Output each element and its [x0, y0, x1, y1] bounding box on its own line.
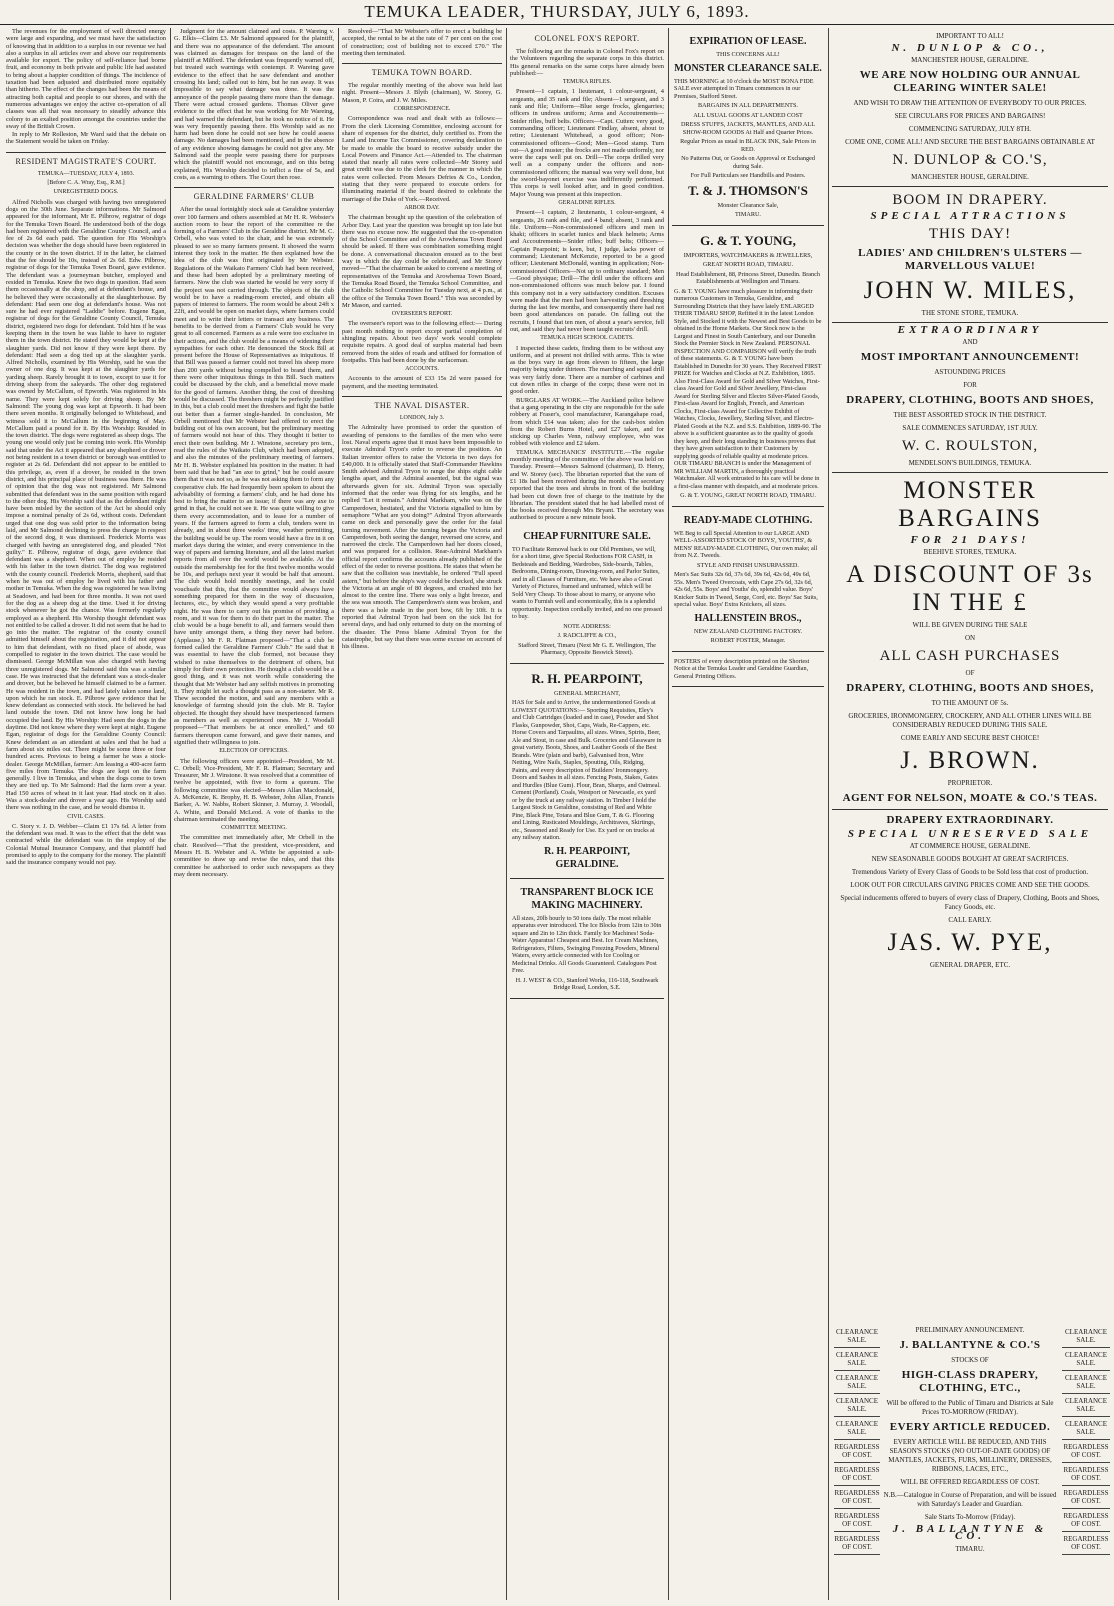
ad-posters — [672, 652, 824, 688]
given: WILL BE GIVEN DURING THE SALE — [912, 621, 1028, 630]
for-21-days: FOR 21 DAYS! — [910, 533, 1030, 546]
ad-style: STYLE AND FINISH UNSURPASSED. — [697, 561, 799, 569]
sale-commences: SALE COMMENCES SATURDAY, 1ST JULY. — [902, 423, 1038, 432]
offered: Will be offered to the Public of Timaru and Districts at Sale Prices TO-MORROW (FRIDAY). — [886, 1399, 1054, 1416]
ballantyne-name: J. BALLANTYNE & CO.'S — [899, 1339, 1041, 1351]
ad-furniture — [510, 523, 664, 664]
subheading: ARBOR DAY. — [404, 204, 440, 211]
column-5-ads — [672, 28, 824, 1600]
ad-patterns: No Patterns Out, or Goods on Approval or Exchanged during Sale. — [681, 155, 815, 170]
subheading: ELECTION OF OFFICERS. — [219, 748, 289, 755]
dateline: LONDON, July 3. — [399, 415, 445, 422]
dateline: TEMUKA—TUESDAY, JULY 4, 1893. — [37, 170, 135, 177]
new-goods: NEW SEASONABLE GOODS BOUGHT AT GREAT SACRIFICES. — [871, 855, 1069, 864]
column-rule — [668, 28, 669, 1600]
ladies-ulsters: LADIES' AND CHILDREN'S ULSTERS — MARVELLOUS VALUE! — [858, 246, 1082, 272]
ballantyne-footer: J. BALLANTYNE & CO. — [892, 1523, 1048, 1543]
masthead — [0, 0, 1114, 25]
of: OF — [965, 669, 975, 678]
ad-thomson-clearance — [672, 28, 824, 226]
this-day: THIS DAY! — [928, 225, 1012, 242]
dunlop-big: N. DUNLOP & CO.'S, — [892, 152, 1048, 169]
paragraph: TEMUKA MECHANICS' INSTITUTE.—The regular monthly meeting of the committee of the above was held on Tuesday. Present—Messrs Salmond (chairman), D. Henry, and W. Storey (sec). The librarian reported that the sum of £1 18s had been received during the month. The secretary reported that the trees and shrubs in front of the building had been cut down free of charge to the institute by the librarian. The president stated that he had labelled most of the books received through Mrs Bryant. The secretary was authorised to procure a new minute book. — [510, 448, 664, 522]
proprietor: PROPRIETOR. — [947, 779, 993, 788]
come: COME ONE, COME ALL! AND SECURE THE BEST BARGAINS OBTAINABLE AT — [845, 138, 1095, 147]
subheading: CIVIL CASES. — [67, 813, 105, 820]
ad-full: For Full Particulars see Handbills and Posters. — [690, 172, 806, 179]
side-label: CLEARANCE SALE. — [834, 1417, 880, 1440]
paragraph: Judgment for the amount claimed and costs. P. Wareing v. G. Elkis—Claim £3. Mr Salmond appeared for the plaintiff, and there was no appearance of the defendant. The amount was claimed as damages for trespass on the land of the plaintiff at Milford. The defendant was frequently warned off, but treated such warnings with contempt. P. Wareing gave evidence to the effect that he saw defendant and another crossing his land; called out to him, but he ran away. It was impossible to say what damage was done. It was the annoyance of the people passing there more than the damage. There were actual crossed gardens. Thomas Oliver gave evidence to the effect that he was working for Mr Wareing, and had warned the defendant, but he took no notice of it. He was very frequently passing there. His Worship said as no harm had been done he could not see how he could assess damage. No damages had been mentioned, and in the absence of any evidence showing damages he could not give any. Mr Salmond said the people were passing there for purposes which the plaintiff would not encourage, and on this being explained, His Worship decided to inflict a fine of 5s, and costs, as a warning to others. The Court then rose. — [174, 28, 334, 181]
side-label: CLEARANCE SALE. — [834, 1394, 880, 1417]
paragraph: The Admiralty have promised to order the question of awarding of pensions to the families of the men who were lost. Naval experts agree that it must have been impossible to execute Admiral Tryon's order to reverse the position. An Italian inventor offers to raise the Victoria in two days for £40,000. It is officially stated that Staff-Commander Hawkins Smith advised Admiral Tryon to range the ships eight cable lengths apart, and the Admiral assented, but the signal was afterwards given for six. Admiral Tryon was specially informed that the order was flying for six lengths, and he replied "Let it remain." Admiral Markham, who was on the Camperdown, hesitated, and the Victoria signalled to him by semaphore "What are you doing?" Admiral Tryon afterwards came on deck and personally gave the order for the fatal turning movement. After the turning began the Victoria and Camperdown, both seeing the danger, reversed one screw, and narrowed the circle. The Camperdown had her doors closed, and was prepared for a collision. Rear-Admiral Markham's official report confirms the accounts already published of the effect of the order to reverse positions. He states that when he saw that the collision was inevitable, he ordered "Full speed astern," but before the ship's way could be checked, she struck the Victoria at an angle of 80 degrees, and crushed into her almost to the centre line. There was only a light breeze, and the sea was smooth. The Camperdown's stem was broken, and there was a hole made in the port bow, 6ft by 10ft. It is reported that Admiral Tryon had been on the sick list for several days, and had only returned to duty on the morning of the disaster. The Press blame Admiral Tryon for the catastrophe, but say that there was some excuse on account of his illness. — [342, 424, 502, 651]
side-label: REGARDLESS OF COST. — [1062, 1463, 1110, 1486]
ad-name: R. H. PEARPOINT, — [531, 670, 643, 686]
paragraph: The regular monthly meeting of the above was held last night. Present—Messrs J. Blyth (chairman), W. Storey, G. Mason, P. Coira, and J. W. Miles. — [342, 82, 502, 104]
commencing: COMMENCING SATURDAY, JULY 8TH. — [908, 125, 1032, 134]
side-column-left — [834, 1325, 880, 1555]
ad-body: All sizes, 20lb hourly to 50 tons daily. The most reliable apparatus ever introduced. The Ice Blocks from 12in to 30in square and 2in to 12in thick. Family Ice Machines! Soda-Water Apparatus! Cheapest and Best. Ice Cream Machines, Refrigerators, Filters, Swinging Freezing Powders, Mineral Waters, every article connected with Ice Cooling or Medicinal Drinks. All Goods Guaranteed. Catalogues Post Free. — [512, 914, 662, 975]
subheading: COMMITTEE MEETING. — [221, 825, 287, 832]
section-heading: GERALDINE FARMERS' CLUB — [174, 187, 334, 202]
special-attractions: SPECIAL ATTRACTIONS — [870, 210, 1070, 223]
paragraph: The overseer's report was to the following effect:— During past month nothing to report except partial completion of shingling repairs. About two days' work would complete requisite repairs. A good deal of surplus material had been removed from the sides of roads and utilised for formation of footpaths. This had been done by the surfaceman. — [342, 320, 502, 364]
drapery-extraordinary: DRAPERY EXTRAORDINARY. — [886, 814, 1054, 827]
inducements: Special inducements offered to buyers of every class of Drapery, Clothing, Boots and Shoes, Fancy Goods, etc. — [840, 894, 1100, 912]
extraordinary: EXTRAORDINARY — [897, 323, 1043, 336]
look-out: LOOK OUT FOR CIRCULARS GIVING PRICES COME AND SEE THE GOODS. — [850, 881, 1090, 890]
side-label: CLEARANCE SALE. — [1062, 1371, 1110, 1394]
ad-pearpoint — [510, 664, 664, 879]
side-label: CLEARANCE SALE. — [834, 1348, 880, 1371]
subheading: CORRESPONDENCE. — [393, 106, 451, 113]
ad-body: G. & T. YOUNG have much pleasure in informing their numerous Customers in Temuka, Geraldine, and Surrounding Districts that they have lately ENLARGED THEIR TIMARU SHOP, Refitted it in the latest London Style, and Stocked it with the Newest and Best Goods to be obtained in the Home Markets. Our Stock now is the Largest and Finest in South Canterbury, and our Dunedin Stock the Premier Stock in New Zealand. PERSONAL INSPECTION AND COMPARISON will verify the truth of these statements. G. & T. YOUNG have been Established in Dunedin for 30 years. They Received FIRST PRIZE for Watches and Clocks at N.Z. Exhibition, 1865. Also First-Class Award for Gold and Silver Watches, First-class Award for Gold and Silver Jewellery, First-class Award for Sterling Silver and Electro Silver-Plated Goods, First-class Award for English, French, and American Clocks, First-class Award for Collective Exhibit of Watches, Clocks, Jewellery, Sterling Silver, and Electro-Plated Goods at the N.Z. and S.S. Exhibition, 1889-90. The above is a sufficient guarantee as to the quality of goods they keep, and their long standing in business proves that they have given satisfaction to their Customers by supplying goods of reliable quality at moderate prices. OUR TIMARU BRANCH is under the Management of MR WILLIAM MARTIN, a thoroughly practical Watchmaker. All work entrusted to his care will be done in a first-class manner with despatch, and at moderate prices. — [674, 287, 822, 490]
ad-young-jewellers — [672, 226, 824, 507]
stocks-of: STOCKS OF — [951, 1356, 989, 1364]
side-label: CLEARANCE SALE. — [834, 1371, 880, 1394]
paragraph: Present—1 captain, 1 lieutenant, 1 colour-sergeant, 4 sergeants, and 35 rank and file; Absent—1 sergeant, and 3 rank and file; Uniform—Blue serge frocks, glengarries; officers in undress uniform; Arms and Accoutrements—Snider rifles, buff belts. Officers—Capt. Cutten: very good, commanding officer; Lieutenant Findlay, absent, about to retire; Lieutenant Whitehead, a good officer; Non-commissioned officers—Good; Men—Good stamp. Turn out—A good muster; the frocks are not made uniformly, nor were the caps well put on. Drill—The corps drilled very well as a company under the officers and non-commissioned officers; the manual was very well done, but the sword-bayonet exercise was indifferently performed. This corps is well looked after, and in good condition. Major Young was present at this inspection. — [510, 88, 664, 198]
ad-address: Stafford Street, Timaru (Next Mr G. E. Wellington, The Pharmacy, Opposite Beswick Street). — [518, 641, 656, 657]
column-2 — [174, 28, 334, 1600]
ad-manager: ROBERT FOSTER, Manager. — [710, 637, 786, 644]
side-label: CLEARANCE SALE. — [1062, 1348, 1110, 1371]
wish: AND WISH TO DRAW THE ATTENTION OF EVERYBODY TO OUR PRICES. — [853, 99, 1087, 108]
paragraph: BURGLARS AT WORK.—The Auckland police believe that a gang operating in the city are responsible for the safe robbery at Fraser's, cool manufacturer, Karangahape road, from which £14 was taken; also for the cash-box stolen from the Robert Burns Hotel, and £27 taken, and for sticking up Charles Venn, railway employee, who was robbed with violence and £2 taken. — [510, 396, 664, 448]
subheading: GERALDINE RIFLES. — [558, 199, 616, 206]
paragraph: After the usual fortnightly stock sale at Geraldine yesterday over 100 farmers and others assembled at Mr H. R. Webster's auction room to hear the report of the committee re the forming of a Farmers' Club in the Geraldine district. Mr M. C. Orbell, who was voted to the chair, and he was extremely pleased to see so many farmers present. It showed the warm interest they took in the matter. He then explained how the idea of the club was first originated by Mr Webster. Regulations of the Waikato Farmers' Club had been received, and these had been adopted by a preliminary meeting of farmers. Now the club was started he would be very sorry if the project was not carried through. The objects of the club would be to have a reading-room erected, and obtain all papers of interest to farmers. The room would be about 24ft x 22ft, and would be open on market days, where farmers could meet and to write their letters or transact any business. The benefits to be derived from a Farmers' Club would be very great to all concerned. Farmers as a rule were too exclusive in their actions, and the club would be a means of widening their sympathies for each other. He denounced the Stock Bill at present before the House of Representatives as iniquitous. If that Bill was passed a farmer could not travel his sheep more than 200 yards without being compelled to brand them, and there were other iniquitous things in this Bill. Such matters could be discussed by the club, and a beneficial move made for the good of farmers. Another thing, the cost of threshing would be discussed. The threshers might be perfectly justified in this, but a club could meet the threshers and fight the battle out better than a farmer single-handed. In conclusion, Mr Orbell mentioned that Mr Webster had offered to erect the building out of his own account, but the preliminary meeting of farmers would not hear of this. They thought it better to erect their own building. Mr J. Winstone, secretary pro tem., read the rules of the Waikato Club, which had been adopted, and also the minutes of the preliminary meeting of farmers. Mr H. B. Webster explained his position in the matter. It had been said that he had "an axe to grind," but he could assure them that it was not so, as he was not asking them to form any cooperative club. He had frequently been spoken to about the advisability of forming a farmers' club, and he had done his best to bring the matter to an issue; if there was any axe to grind in that, he could not see it. He was quite willing to give them every accommodation, and to lease for a number of years. If the farmers agreed to form a club, tenders were in already, and in about three weeks' time, weather permitting, the building would be up. The room would have a fire in it on market days during the winter, and every convenience in the way of papers and farming literature, and all the latest market reports from all over the world would be available. At the outside the membership fee for the first twelve months would be 10s, and perhaps next year it would be half that amount. The club would hold monthly meetings, and he could vouchsafe that this, that the committee would always have something prepared for them in the way of discussion, lectures, etc., by which they would spend a very profitable night. He was there to carry out his promise of providing a room, and it was for them to do their part in the matter. The club would be a huge benefit to all, and farmers would then have unity amongst them, a thing they never had before. (Applause.) Mr F. R. Flatman proposed—"That a club be formed called the Geraldine Farmers' Club." He said that it was essential to have the club formed, not because they wished to raise themselves to the detriment of others, but simply for their own protection. He thought a club would be a good thing, and it was not worth while considering the thought that Mr Webster had any selfish motives in promoting it. They might let such a thought pass as a non-starter. Mr R. Thew seconded the motion, and said any members with a knowledge of farming should join the club. Mr R. Taylor objected. He thought they should have inexperienced farmers as members as well as experienced ones. Mr J. Woodall proposed—"That members be at once enrolled," and 60 farmers thereupon came forward, and gave their names, and signified their willingness to join. — [174, 206, 334, 746]
ad-body: WE Beg to call Special Attention to our LARGE AND WELL-ASSORTED STOCK OF BOYS', YOUTHS', & MENS' READY-MADE CLOTHING, Our own make; all from N.Z. Tweeds. — [674, 529, 818, 559]
ad-sale: MONSTER CLEARANCE SALE. — [674, 62, 822, 74]
most-important: MOST IMPORTANT ANNOUNCEMENT! — [860, 350, 1080, 363]
paragraph: The following are the remarks in Colonel Fox's report on the Volunteers regarding the separate corps in this district. His general remarks on the same corps have already been published:— — [510, 48, 664, 77]
tremendous: Tremendous Variety of Every Class of Goods to be Sold less that cost of production. — [851, 868, 1089, 877]
section-heading: THE NAVAL DISASTER. — [342, 396, 502, 411]
come-early: COME EARLY AND SECURE BEST CHOICE! — [900, 734, 1040, 743]
ad-prices: Men's Sac Suits 32s 6d, 37s 6d, 39s 6d, 42s 6d, 49s 6d, 55s. Men's Tweed Overcoats, with Cape 27s 6d, 32s 6d, 42s 6d, 55s. Boys' and Youths' do, splendid value. Boys' Knicker Suits in Tweed, Serge, Cord, etc. Boys' Sac Suits, special value. Boys' Extra Knickers, all sizes. — [674, 571, 818, 608]
masthead-title: TEMUKA LEADER, THURSDAY, JULY 6, 1893. — [364, 2, 750, 21]
divider — [832, 472, 1108, 473]
subheading: TEMUKA RIFLES. — [562, 79, 612, 86]
call-early: CALL EARLY. — [948, 916, 992, 925]
ad-trade: IMPORTERS, WATCHMAKERS & JEWELLERS, — [683, 251, 813, 259]
ad-body: TO Facilitate Removal back to our Old Premises, we will, for a short time, give Special Reductions FOR CASH, in Bedsteads and Bedding, Wardrobes, Side-boards, Tables, Bedrooms, Dining-room, Drawing-room, and Parlor Suites, and in all Classes of Furniture, etc. We have also a Great Variety of Pictures, framed and unframed, which will be Sold Very Cheap. To those about to marry, or anyone who wants to Furnish well and economically, this is a splendid opportunity. Inspection cordially invited, and no one pressed to buy. — [512, 545, 662, 621]
ad-dress: DRESS STUFFS, JACKETS, MANTLES, AND ALL SHOW-ROOM GOODS At Half and Quarter Prices. — [680, 121, 816, 136]
unreserved-sale: SPECIAL UNRESERVED SALE — [847, 828, 1093, 841]
ad-concern: THIS CONCERNS ALL! — [716, 51, 780, 58]
roulston-name: W. C. ROULSTON, — [901, 437, 1039, 454]
paragraph: The committee met immediately after, Mr Orbell in the chair. Resolved—"That the president, vice-president, and Messrs H. B. Webster and A. White be appointed a sub-committee to draw up and revise the rules, and that this committee be authorised to order such newspapers as they may deem necessary. — [174, 834, 334, 878]
every-article: EVERY ARTICLE REDUCED. — [889, 1421, 1051, 1433]
dunlop-address-2: MANCHESTER HOUSE, GERALDINE. — [911, 173, 1029, 182]
byline: [Before C. A. Wray, Esq., R.M.] — [47, 180, 125, 187]
paragraph: Present—1 captain, 2 lieutenants, 1 colour-sergeant, 4 sergeants, 26 rank and file, and 4 band; absent, 3 rank and file. Uniform—Non-commissioned officers and men in khaki; officers in scarlet tunics and black helmets; Arms and Accoutrements—Snider rifles; buff belts; Officers—Captain Pearpoint; is keen, but, I judge, lacks power of command; Lieutenant McKenzie, reported to be a good officer; Lieutenant McDonald, wanting in application; Non-commissioned Officers—Not up to ordinary standard; Men—Good physique; Drill—The drill under the officers and non-commissioned officers was much below par. I found this company not in a very satisfactory condition. Excuses were made that the men had been harvesting and threshing during the last few months, and consequently there had not been good attendances on parade. On falling out the recruits, I found that ten men, of about a year's service, fell out, and said they had never been taught recruits' drill. — [510, 209, 664, 333]
ad-name: G. & T. YOUNG, — [700, 232, 796, 248]
column-3 — [342, 28, 502, 1600]
subheading: UNREGISTERED DOGS. — [53, 189, 119, 196]
section-heading: TEMUKA TOWN BOARD. — [342, 63, 502, 78]
ad-town: TIMARU. — [735, 211, 761, 218]
side-label: REGARDLESS OF COST. — [1062, 1532, 1110, 1555]
ad-title: READY-MADE CLOTHING. — [683, 514, 813, 526]
ad-ice-machinery — [510, 879, 664, 999]
ad-note: NOTE ADDRESS: — [563, 622, 611, 630]
column-rule — [828, 28, 829, 1600]
ad-factory: NEW ZEALAND CLOTHING FACTORY. — [693, 627, 803, 635]
discount: A DISCOUNT OF 3s IN THE £ — [846, 561, 1094, 617]
paragraph: C. Story v. J. D. Webber—Claim £1 17s 6d. A letter from the defendant was read. It was to the effect that the debt was contracted while the defendant was in the employ of the Colonial Mutual Insurance Company, and that plaintiff had promised to apply to the company for the money. The plaintiff said the insurance company would not pay. — [6, 822, 166, 867]
ad-regular: Regular Prices as usual in BLACK INK, Sale Prices in RED. — [680, 138, 816, 153]
for: FOR — [963, 380, 977, 389]
cash-purchases: ALL CASH PURCHASES — [879, 648, 1061, 665]
timaru: TIMARU. — [955, 1544, 985, 1553]
drapery-2: DRAPERY, CLOTHING, BOOTS AND SHOES, — [846, 682, 1094, 695]
groceries: GROCERIES, IRONMONGERY, CROCKERY, AND ALL OTHER LINES WILL BE CONSIDERABLY REDUCED DURING THIS SALE. — [848, 712, 1092, 730]
side-label: CLEARANCE SALE. — [1062, 1325, 1110, 1348]
section-heading: RESIDENT MAGISTRATE'S COURT. — [6, 152, 166, 167]
astounding: ASTOUNDING PRICES — [934, 367, 1006, 376]
boom: BOOM IN DRAPERY. — [892, 192, 1048, 209]
miles-name: JOHN W. MILES, — [863, 276, 1077, 304]
paragraph: In reply to Mr Rolleston, Mr Ward said that the debate on the Statement would be taken on Friday. — [6, 131, 166, 146]
ad-firm: T. & J. THOMSON'S — [688, 182, 808, 198]
on: ON — [964, 634, 976, 643]
side-label: REGARDLESS OF COST. — [834, 1463, 880, 1486]
annual-sale: WE ARE NOW HOLDING OUR ANNUAL CLEARING WINTER SALE! — [859, 69, 1081, 95]
prelim: PRELIMINARY ANNOUNCEMENT. — [915, 1326, 1025, 1334]
divider — [832, 809, 1108, 810]
mendelson: MENDELSON'S BUILDINGS, TEMUKA. — [908, 458, 1032, 467]
brown-name: J. BROWN. — [900, 747, 1040, 775]
divider — [832, 322, 1108, 323]
side-label: CLEARANCE SALE. — [834, 1325, 880, 1348]
ad-title: TRANSPARENT BLOCK ICE MAKING MACHINERY. — [520, 886, 654, 911]
side-label: REGARDLESS OF COST. — [1062, 1509, 1110, 1532]
regardless: WILL BE OFFERED REGARDLESS OF COST. — [900, 1478, 1040, 1486]
ad-name: J. RADCLIFFE & CO., — [557, 632, 617, 640]
every-article-detail: EVERY ARTICLE WILL BE REDUCED, AND THIS SEASON'S STOCKS (NO OUT-OF-DATE GOODS) OF MANTLES, JACKETS, FURS, MILLINERY, DRESSES, RIBBONS, LACES, ETC., — [888, 1438, 1052, 1473]
column-rule — [170, 28, 171, 1600]
column-rule — [506, 28, 507, 1600]
beehive: BEEHIVE STORES, TEMUKA. — [923, 548, 1017, 557]
ad-body: THIS MORNING at 10 o'clock the MOST BONA FIDE SALE ever attempted in Timaru commences in our Premises, Stafford Street. — [674, 77, 814, 100]
side-label: REGARDLESS OF COST. — [834, 1440, 880, 1463]
drapery: DRAPERY, CLOTHING, BOOTS AND SHOES, — [846, 393, 1094, 406]
ad-hallenstein — [672, 507, 824, 652]
ad-sign: R. H. PEARPOINT, GERALDINE. — [544, 845, 630, 870]
dunlop-name: N. DUNLOP & CO., — [891, 42, 1049, 54]
side-label: REGARDLESS OF COST. — [834, 1509, 880, 1532]
ad-bargains: BARGAINS IN ALL DEPARTMENTS. — [698, 102, 798, 109]
circulars: SEE CIRCULARS FOR PRICES AND BARGAINS! — [894, 112, 1046, 121]
paragraph: The chairman brought up the question of the celebration of Arbor Day. Last year the question was brought up too late but there was no excuse now. He suggested that the co-operation of the School Committee and of the Arowhenua Town Board should be asked. If there was combination something might be done. A conversational discussion ensued as to the best way in which the day could be celebrated, and Mr Storey moved—"That the chairman be asked to convene a meeting of representatives of the Temuka and Arowhenua Town Board, the Temuka Road Board, the Temuka School Committee, and the Catholic School Committee for Tuesday next, at 4 p.m., at the office of the Temuka Town Board." This was seconded by Mr Mason, and carried. — [342, 214, 502, 309]
pye-name: JAS. W. PYE, — [887, 929, 1053, 957]
dunlop-address: MANCHESTER HOUSE, GERALDINE. — [911, 56, 1029, 65]
paragraph: Accounts to the amount of £33 15s 2d were passed for payment, and the meeting terminated. — [342, 375, 502, 390]
section-heading: COLONEL FOX'S REPORT. — [534, 34, 640, 43]
monster-bargains: MONSTER BARGAINS — [898, 476, 1042, 532]
column-rule — [338, 28, 339, 1600]
ad-important: IMPORTANT TO ALL! — [936, 32, 1004, 40]
paragraph: I inspected these cadets, finding them to be without any uniform, and at present not drilled with arms. This is wise as the boys vary in age from eleven to fifteen, the large majority being under thirteen. The marching and squad drill was very fairly done. There are a number of carbines and cut down rifles in charge of the corps; these were not in good order. — [510, 344, 664, 396]
ad-firm: HALLENSTEIN BROS., — [694, 612, 802, 624]
nb: N.B.—Catalogue in Course of Preparation, and will be issued with Saturday's Leader and Guardian. — [883, 1491, 1057, 1508]
ad-address: GREAT NORTH ROAD, TIMARU. — [702, 261, 794, 268]
subheading: TEMUKA HIGH SCHOOL CADETS. — [540, 335, 634, 342]
starts: Sale Starts To-Morrow (Friday). — [924, 1513, 1016, 1521]
right-ads — [832, 28, 1108, 1318]
best-stock: THE BEST ASSORTED STOCK IN THE DISTRICT. — [893, 410, 1047, 419]
side-label: CLEARANCE SALE. — [1062, 1417, 1110, 1440]
subheading: OVERSEER'S REPORT. — [391, 311, 453, 318]
side-label: REGARDLESS OF COST. — [1062, 1440, 1110, 1463]
column-4 — [510, 28, 664, 1600]
ad-goods: ALL USUAL GOODS AT LANDED COST — [693, 111, 803, 119]
ad-sign: G. & T. YOUNG, GREAT NORTH ROAD, TIMARU. — [680, 492, 816, 499]
subheading: ACCOUNTS. — [405, 366, 439, 373]
ad-firm-sub: Monster Clearance Sale, — [717, 201, 779, 209]
commerce-house: AT COMMERCE HOUSE, GERALDINE. — [909, 842, 1031, 851]
side-column-right — [1062, 1325, 1110, 1555]
ad-body: POSTERS of every description printed on the Shortest Notice at the Temuka Leader and Geraldine Guardian, General Printing Offices. — [674, 657, 810, 680]
ad-title: CHEAP FURNITURE SALE. — [523, 530, 651, 542]
agent: AGENT FOR NELSON, MOATE & CO.'S TEAS. — [842, 792, 1098, 805]
amount: TO THE AMOUNT OF 5s. — [931, 699, 1009, 708]
ad-trade: GENERAL MERCHANT, — [554, 689, 620, 697]
side-label: REGARDLESS OF COST. — [834, 1486, 880, 1509]
ad-title: EXPIRATION OF LEASE. — [689, 36, 807, 47]
pye-trade: GENERAL DRAPER, ETC. — [929, 961, 1011, 970]
ad-head: Head Establishment, 88, Princess Street, Dunedin. Branch Establishments at Wellington and Timaru. — [675, 270, 820, 285]
paragraph: Alfred Nicholls was charged with having two unregistered dogs on the 30th June. Separate informations. Mr Salmond appeared for the informant, Mr E. Pilbrow, registrar of dogs for the Temuka Town Board. He understood both of the dogs had been registered with the Geraldine County Council, and a fee of 2s 6d each paid. The question for His Worship's decision was whether the dogs should have been registered in the county or in the town district. If in the latter, he claimed that the fee should be 10s, instead of 2s 6d. Edw. Pilbrow, registrar of dogs for the Temuka Town Board, gave evidence. The defendant was a journeyman butcher, employed and resided in Temuka. Knew the two dogs in question. Had seen them occasionally at the shop, and at defendant's house, and he believed they were occasionally at the slaughterhouse. By defendant: Had seen one dog at defendant's house. Was not sure he had ever registered "Laddie" before. Eugene Egan, registrar of dogs for the Geraldine County Council, Temuka district, registered two dogs for defendant. Told him if he was keeping them in the town he was liable to have to register them in the town district. He stated they would be kept at the slaughter yards. Did not know if they were kept there. By defendant: Had seen a dog tied up at the slaughter yards. Alfred Nicholls, examined by His Worship, said he was the owner of one dog. It was kept at the slaughter yards for yarding sheep. Rarely brought it to town, except to use it for driving sheep from the saleyards. The other dog registered was owned by McCallum, of Epworth. Was registered in his name. They were kept solely for driving sheep. By Mr Salmond: The young dog was kept at Epworth. It had been there seven months. It originally belonged to Whitehead, and witness sold it to McCallum in the beginning of May. McCallum paid a pound for it. By His Worship: Resided in the town district. The dogs were registered as sheep dogs. The young one would only just be coming into work. His Worship said that under the Act it appeared that any shepherd or drover not being resident in a town district or borough was entitled to register at 2s 6d. Defendant did not appear to be entitled to this privilege, as, even if a drover, he resided in the town district, and his principal place of business was there. He was of opinion that the dog was not registered. Mr Salmond submitted that defendant was in the same position with regard to the other dog. His Worship said that as the defendant might have been misled by the section of the Act he should only impose a nominal penalty of 2s 6d, without costs. Defendant urged that one dog was sold prior to the information being laid, and Mr Salmond declining to press the charge in respect of the second dog, it was dismissed. Frederick Morris was charged with having an unregistered dog, and pleaded "Not guilty." E. Pilbrow, registrar of dogs, gave evidence that defendant was a shepherd. When out of employ he resided with his father in the town district. The dog was registered with the county council. Frederick Morris, shepherd, said that when he was out of employ he lived with his father and mother in Temuka. When the dog was registered he was living at Seadown, and had been for three months. It was not used for the dog as a sheep dog at the time. Used it for driving stock whenever he got the chance. Was formerly regularly employed as a shepherd. His Worship thought defendant was not entitled to be called a drover. It did not seem that he had to go into the matter. The registrar of the county council admitted himself about the registration, and it did not appear to him that defendant, with no fixed place of abode, was compelled to register in the town district. The case would be dismissed. George McMillan was also charged with having three unregistered dogs. Mr Salmond said this was a similar case. He was instructed that the defendant was a stock-dealer and drover, but he believed he himself claimed to be a farmer. He was resident in the town, and had lately taken some land, upon which he ran stock. E. Pilbrow gave evidence that he knew defendant as connected with stock. He believed he had land outside the town. Did not know how long he had occupied the land. By His Worship: Had seen the dogs in the daytime. Did not know where they were kept at night. Eugene Egan, registrar of dogs for the Geraldine County Council: Knew defendant as an attendant at sales and that he had a farm about six miles out. There might be some three or four hundred acres. Previous to being a farmer he was a stock-dealer. George McMillan, farmer: Am leasing a 400-acre farm five miles from Temuka. The dogs are kept on the farm generally. I live in Temuka, and when the dogs come to town they are tied up. To Mr Salmond: Had the farm over a year. Had 150 acres of wheat in it last year. Had stock on it also. Was a stock-dealer and drover a year ago. His Worship said there was nothing in the case, and he would dismiss it. — [6, 198, 166, 812]
high-class: HIGH-CLASS DRAPERY, CLOTHING, ETC., — [901, 1369, 1039, 1394]
ad-body: HAS for Sale and to Arrive, the undermentioned Goods at LOWEST QUOTATIONS:— Sporting Requisites, Eley's and Club Cartridges (loaded and in case), Powder and Shot Flasks, Gunpowder, Shot, Caps, Wads, Re-Cappers, etc. Horse Covers and Tarpaulins, all sizes. Wines, Spirits, Beer, Ale and Stout, in case and Bulk. Groceries and Glassware in great variety. Boots, Shoes, and Leather Goods of the Best Brands. Wire (plain and barb), Galvanised Iron, Wire Netting, Wire Nails, Staples, Spouting, Oils, Ridging, Paints, and every description of Builders' Ironmongery. Doors and Sashes in all sizes. Fencing Posts, Stakes, Gates and Hurdles (Blue Gum). Flour, Bran, Sharps, and Oatmeal. Cement (Portland). Coals, Westport or Newcastle, ex yard or by the truck at any railway station. In Timber I hold the Largest Stock in Geraldine, consisting of Red and White Pine, Black Pine, Totara and Blue Gum, T. & G. Flooring and Lining, Rusticated Mouldings, Architraves, Skirtings, etc., Seasoned and Ready for Use. Ex yard or on trucks at any railway station. — [512, 699, 662, 842]
stone-store: THE STONE STORE, TEMUKA. — [921, 308, 1019, 317]
paragraph: Resolved—"That Mr Webster's offer to erect a building be accepted, the rental to be at the rate of 7 per cent on the cost of construction; cost of building not to exceed £70." The meeting then terminated. — [342, 28, 502, 57]
side-label: REGARDLESS OF COST. — [834, 1532, 880, 1555]
paragraph: The revenues for the employment of well directed energy were large and expanding, and we must have the satisfaction of knowing that in addition to a surplus in our revenue we had also a surplus in all articles over and above our requirements available for export. The policy of self-reliance had borne fruit, and economy in both private and public life had assisted to bring about a happier condition of things. The incidence of taxation had been adjusted and distributed more equitably than hitherto. The effect of the changes had been the means of attracting both capital and people to our shores, and with the numerous advantages we enjoy the active co-operation of all classes was all that was necessary to steadily advance this colony to an exalted position amongst the countries under the sway of the British Crown. — [6, 28, 166, 130]
divider — [832, 186, 1108, 187]
and: AND — [962, 337, 978, 346]
ballantyne-ad — [882, 1322, 1058, 1598]
ad-sign: H. J. WEST & CO., Stanford Works, 116-118, Southwark Bridge Road, London, S.E. — [515, 976, 659, 992]
side-label: CLEARANCE SALE. — [1062, 1394, 1110, 1417]
paragraph: The following officers were appointed—President, Mr M. C. Orbell; Vice-President, Mr F. R. Flatman; Secretary and Treasurer, Mr J. Winstone. It was resolved that a committee of twelve be appointed, with five to form a quorum. The following committee was elected—Messrs Allan Macdonald, A. McKenzie, K. Brophy, H. B. Webster, John Allan, Francis Barker, A. W. Nabbs, Robert Skinner, J. Murray, J. Woodall, A. White, and Donald McLeod. A vote of thanks to the chairman terminated the meeting. — [174, 757, 334, 823]
column-1 — [6, 28, 166, 1600]
side-label: REGARDLESS OF COST. — [1062, 1486, 1110, 1509]
paragraph: Correspondence was read and dealt with as follows:— From the clerk Licensing Committee, enclosing account for share of expenses for the district, duly certified to. From the Land and Income Tax Commissioner, covering declaration to be made to enable the board to receive subsidy under the Local Powers and Finance Act.—Attended to. The chairman stated that nearly all rates were collected—Mr Storey said great credit was due to the clerk for the manner in which the rates were collected. From Messrs Defries & Co., London, stating that they were prepared to execute orders for illuminating material if the board desired to celebrate the marriage of the Duke of York.—Received. — [342, 115, 502, 203]
